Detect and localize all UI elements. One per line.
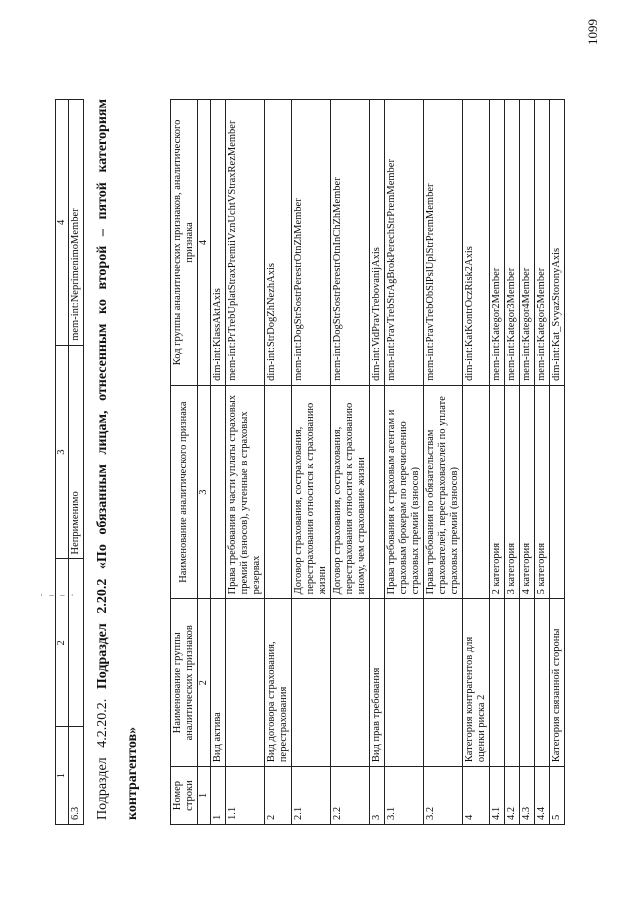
table-row xyxy=(505,100,520,825)
group-name xyxy=(69,559,84,727)
column-number: 4 xyxy=(56,100,69,346)
table-row xyxy=(385,100,424,825)
table-row xyxy=(331,100,370,825)
feature-name: Договор страхования, сострахования, перестрахования относится к страхованию иному, чем страхование жизни xyxy=(331,385,370,599)
row-number: 4 xyxy=(463,767,490,825)
row-number: 4.3 xyxy=(520,767,535,825)
feature-name: Права требования в части уплаты страховых премий (взносов), учтенные в страховых резервах xyxy=(226,385,265,599)
group-name xyxy=(520,599,535,767)
column-number: 2 xyxy=(198,599,211,767)
feature-code: dim-int:KlassAktAxis xyxy=(211,100,226,386)
row-number: 5 xyxy=(550,767,565,825)
table-row xyxy=(69,100,84,825)
column-number: 2 xyxy=(56,559,69,727)
row-number: 1 xyxy=(211,767,226,825)
group-name xyxy=(535,599,550,767)
header-group-name: Наименование группы аналитических признаков xyxy=(171,599,198,767)
column-number: 3 xyxy=(56,345,69,559)
analytic-features-table xyxy=(170,99,565,825)
scan-marks: · – – · xyxy=(40,590,76,600)
group-name xyxy=(424,599,463,767)
column-number: 3 xyxy=(198,385,211,599)
feature-code: mem-int:NeprimenimoMember xyxy=(69,100,84,346)
feature-name: Договор страхования, сострахования, перестрахования относится к страхованию жизни xyxy=(292,385,331,599)
table-body xyxy=(211,100,565,825)
column-number: 1 xyxy=(198,767,211,825)
table-row xyxy=(424,100,463,825)
feature-code: dim-int:KatKontrOczRisk2Axis xyxy=(463,100,490,386)
column-number-row xyxy=(56,100,69,825)
group-name xyxy=(292,599,331,767)
row-number: 6.3 xyxy=(69,727,84,825)
feature-name xyxy=(370,385,385,599)
table-row xyxy=(550,100,565,825)
feature-name: Права требования по обязательствам страхователей, перестрахователей по уплате страховых премий (взносов) xyxy=(424,385,463,599)
row-number: 2.2 xyxy=(331,767,370,825)
feature-code: mem-int:DogStrSostrPerestrOtnInChZhMember xyxy=(331,100,370,386)
group-name: Категория контрагентов для оценки риска 2 xyxy=(463,599,490,767)
table-row xyxy=(211,100,226,825)
group-name: Вид прав требования xyxy=(370,599,385,767)
group-name: Категория связанной стороны xyxy=(550,599,565,767)
table-row xyxy=(265,100,292,825)
header-feature-code: Код группы аналитических признаков, аналитического признака xyxy=(171,100,198,386)
table-row xyxy=(490,100,505,825)
feature-name: Неприменимо xyxy=(69,345,84,559)
table-header-row xyxy=(171,100,198,825)
table-row xyxy=(463,100,490,825)
table-row xyxy=(535,100,550,825)
row-number: 4.2 xyxy=(505,767,520,825)
feature-code: dim-int:Kat_SvyazStoronyAxis xyxy=(550,100,565,386)
group-name: Вид договора страхования, перестрахования xyxy=(265,599,292,767)
table-row xyxy=(292,100,331,825)
column-number: 1 xyxy=(56,727,69,825)
feature-name xyxy=(550,385,565,599)
feature-name xyxy=(211,385,226,599)
feature-name: 5 категория xyxy=(535,385,550,599)
feature-name: Права требования к страховым агентам и страховым брокерам по перечислению страховых премий (взносов) xyxy=(385,385,424,599)
continuation-table xyxy=(55,99,84,825)
row-number: 1.1 xyxy=(226,767,265,825)
table-row xyxy=(520,100,535,825)
section-heading xyxy=(88,99,148,820)
feature-code: mem-int:PravTrebObSlPslUplStrPremMember xyxy=(424,100,463,386)
feature-name: 3 категория xyxy=(505,385,520,599)
page-number: 1099 xyxy=(585,19,600,45)
row-number: 2 xyxy=(265,767,292,825)
row-number: 4.4 xyxy=(535,767,550,825)
row-number: 2.1 xyxy=(292,767,331,825)
header-feature-name: Наименование аналитического признака xyxy=(171,385,198,599)
feature-code: dim-int:StrDogZhNezhAxis xyxy=(265,100,292,386)
feature-code: mem-int:Kategor3Member xyxy=(505,100,520,386)
feature-code: mem-int:DogStrSostrPerestrOtnZhMember xyxy=(292,100,331,386)
table-row xyxy=(226,100,265,825)
header-row-number: Номер строки xyxy=(171,767,198,825)
feature-code: mem-int:PrTrebUplatStraxPremiiVznUchtVStraxRezMember xyxy=(226,100,265,386)
heading-prefix: Подраздел 4.2.20.2. xyxy=(95,698,110,820)
feature-name: 2 категория xyxy=(490,385,505,599)
feature-code: mem-int:Kategor5Member xyxy=(535,100,550,386)
row-number: 4.1 xyxy=(490,767,505,825)
group-name xyxy=(385,599,424,767)
feature-code: mem-int:Kategor4Member xyxy=(520,100,535,386)
row-number: 3 xyxy=(370,767,385,825)
feature-code: mem-int:Kategor2Member xyxy=(490,100,505,386)
feature-name xyxy=(265,385,292,599)
row-number: 3.1 xyxy=(385,767,424,825)
group-name xyxy=(490,599,505,767)
group-name xyxy=(331,599,370,767)
feature-name xyxy=(463,385,490,599)
group-name xyxy=(226,599,265,767)
group-name: Вид актива xyxy=(211,599,226,767)
heading-title: Подраздел 2.20.2 «По обязанным лицам, отнесенным ко второй – пятой категориям контрагентов» xyxy=(95,99,140,820)
column-number: 4 xyxy=(198,100,211,386)
row-number: 3.2 xyxy=(424,767,463,825)
feature-code: mem-int:PravTrebStrAgBrokPerechStrPremMember xyxy=(385,100,424,386)
table-row xyxy=(370,100,385,825)
feature-name: 4 категория xyxy=(520,385,535,599)
column-number-row xyxy=(198,100,211,825)
feature-code: dim-int:VidPravTrebovanijAxis xyxy=(370,100,385,386)
group-name xyxy=(505,599,520,767)
